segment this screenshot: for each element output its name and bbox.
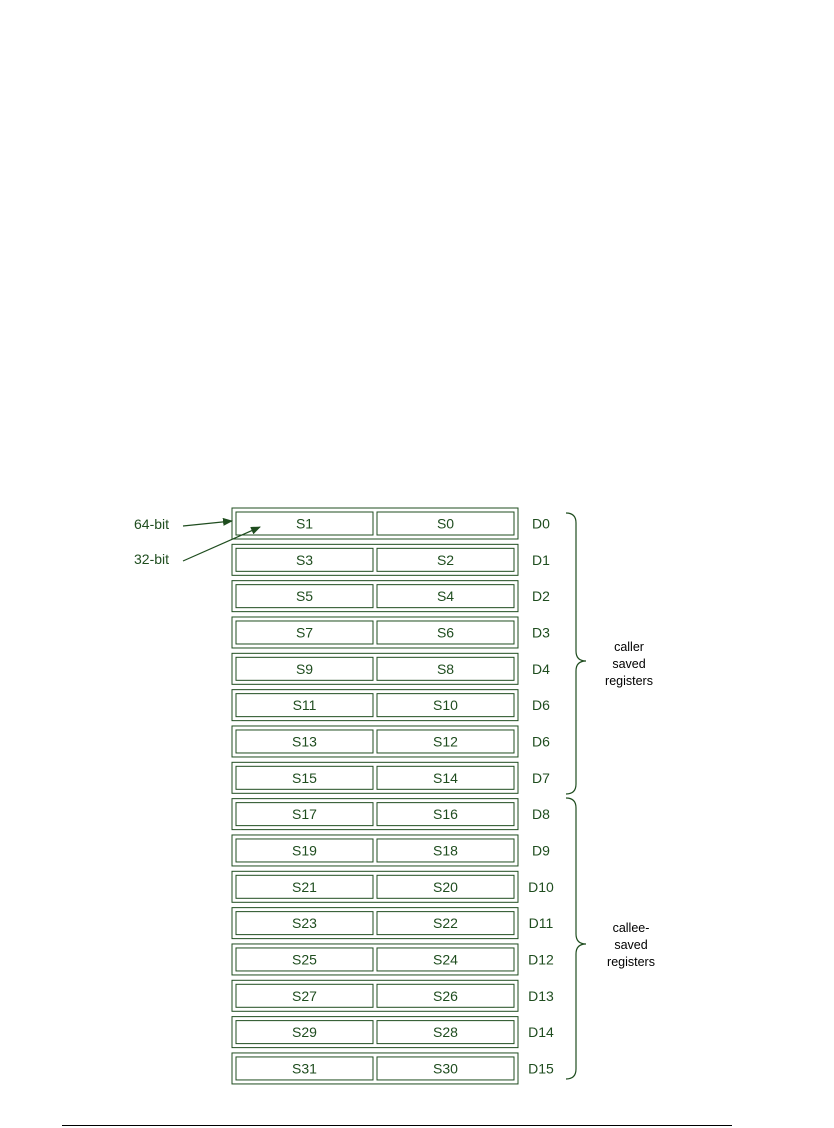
caller-saved-label <box>605 640 653 688</box>
single-register-low-label: S24 <box>433 951 458 968</box>
double-register-label: D2 <box>532 588 550 605</box>
double-register-box <box>232 1017 518 1048</box>
register-row <box>232 871 554 902</box>
register-row <box>232 799 550 830</box>
register-row <box>232 617 550 648</box>
double-register-label: D3 <box>532 624 550 641</box>
register-row <box>232 762 550 793</box>
double-register-box <box>232 690 518 721</box>
single-register-low-label: S2 <box>436 551 455 568</box>
single-register-high-label: S19 <box>292 842 317 859</box>
double-register-label: D15 <box>528 1060 554 1077</box>
single-register-high-label: S31 <box>292 1060 317 1077</box>
callee-saved-line-3: registers <box>607 955 655 969</box>
single-register-low-label: S28 <box>433 1024 458 1041</box>
single-register-high-label: S11 <box>292 697 317 714</box>
brace-callee-saved <box>566 798 586 1079</box>
caller-saved-line-3: registers <box>605 674 653 688</box>
single-register-low-label: S8 <box>436 660 455 677</box>
double-register-label: D13 <box>528 987 554 1004</box>
double-register-box <box>232 944 518 975</box>
register-row <box>232 944 554 975</box>
single-register-low-label: S20 <box>433 878 458 895</box>
double-register-label: D6 <box>532 697 550 714</box>
register-row <box>232 726 550 757</box>
single-register-high-label: S29 <box>292 1024 317 1041</box>
double-register-label: D1 <box>532 551 550 568</box>
single-register-high-label: S17 <box>292 806 317 823</box>
single-register-low-label: S0 <box>436 515 455 532</box>
single-register-high-label: S7 <box>295 624 314 641</box>
register-row <box>232 544 550 575</box>
caller-saved-line-2: saved <box>612 657 646 671</box>
double-register-box <box>232 762 518 793</box>
single-register-low-label: S10 <box>433 697 458 714</box>
double-register-box <box>232 617 518 648</box>
single-register-low-label: S18 <box>433 842 458 859</box>
callee-saved-line-2: saved <box>614 938 648 952</box>
callee-saved-label <box>607 921 655 969</box>
double-register-box <box>232 835 518 866</box>
single-register-low-label: S14 <box>433 769 458 786</box>
double-register-box <box>232 726 518 757</box>
single-register-high-label: S1 <box>295 515 314 532</box>
single-register-high-label: S23 <box>292 915 317 932</box>
double-register-box <box>232 871 518 902</box>
single-register-low-label: S12 <box>433 733 458 750</box>
double-register-label: D14 <box>528 1024 554 1041</box>
double-register-box <box>232 508 518 539</box>
register-rows <box>232 508 554 1084</box>
callee-saved-line-1: callee- <box>612 921 650 935</box>
single-register-high-label: S25 <box>292 951 317 968</box>
double-register-box <box>232 581 518 612</box>
register-row <box>232 908 554 939</box>
single-register-high-label: S3 <box>295 551 314 568</box>
register-row <box>232 690 550 721</box>
footer-rule <box>62 1125 732 1126</box>
label-32-bit: 32-bit <box>134 551 170 567</box>
double-register-label: D8 <box>532 806 550 823</box>
single-register-high-label: S9 <box>295 660 314 677</box>
double-register-label: D4 <box>532 660 550 677</box>
register-row <box>232 835 550 866</box>
register-row <box>232 653 550 684</box>
double-register-box <box>232 980 518 1011</box>
single-register-high-label: S21 <box>292 878 317 895</box>
single-register-high-label: S5 <box>295 588 314 605</box>
register-row <box>232 508 550 539</box>
single-register-low-label: S26 <box>433 987 458 1004</box>
double-register-label: D9 <box>532 842 550 859</box>
double-register-box <box>232 799 518 830</box>
brace-caller-saved <box>566 513 586 794</box>
single-register-low-label: S6 <box>436 624 455 641</box>
double-register-label: D12 <box>528 951 554 968</box>
arrow-64-bit <box>183 521 232 526</box>
label-64-bit: 64-bit <box>134 516 170 532</box>
single-register-high-label: S15 <box>292 769 317 786</box>
single-register-low-label: S30 <box>433 1060 458 1077</box>
register-row <box>232 581 550 612</box>
double-register-label: D7 <box>532 769 550 786</box>
register-row <box>232 1053 554 1084</box>
single-register-low-label: S4 <box>436 588 455 605</box>
single-register-high-label: S27 <box>292 987 317 1004</box>
single-register-high-label: S13 <box>292 733 317 750</box>
register-row <box>232 1017 554 1048</box>
double-register-label: D6 <box>532 733 550 750</box>
single-register-low-label: S16 <box>433 806 458 823</box>
double-register-box <box>232 544 518 575</box>
double-register-box <box>232 908 518 939</box>
double-register-label: D10 <box>528 878 554 895</box>
double-register-label: D11 <box>528 915 554 932</box>
single-register-low-label: S22 <box>433 915 458 932</box>
double-register-box <box>232 1053 518 1084</box>
double-register-box <box>232 653 518 684</box>
caller-saved-line-1: caller <box>614 640 644 654</box>
double-register-label: D0 <box>532 515 550 532</box>
register-row <box>232 980 554 1011</box>
